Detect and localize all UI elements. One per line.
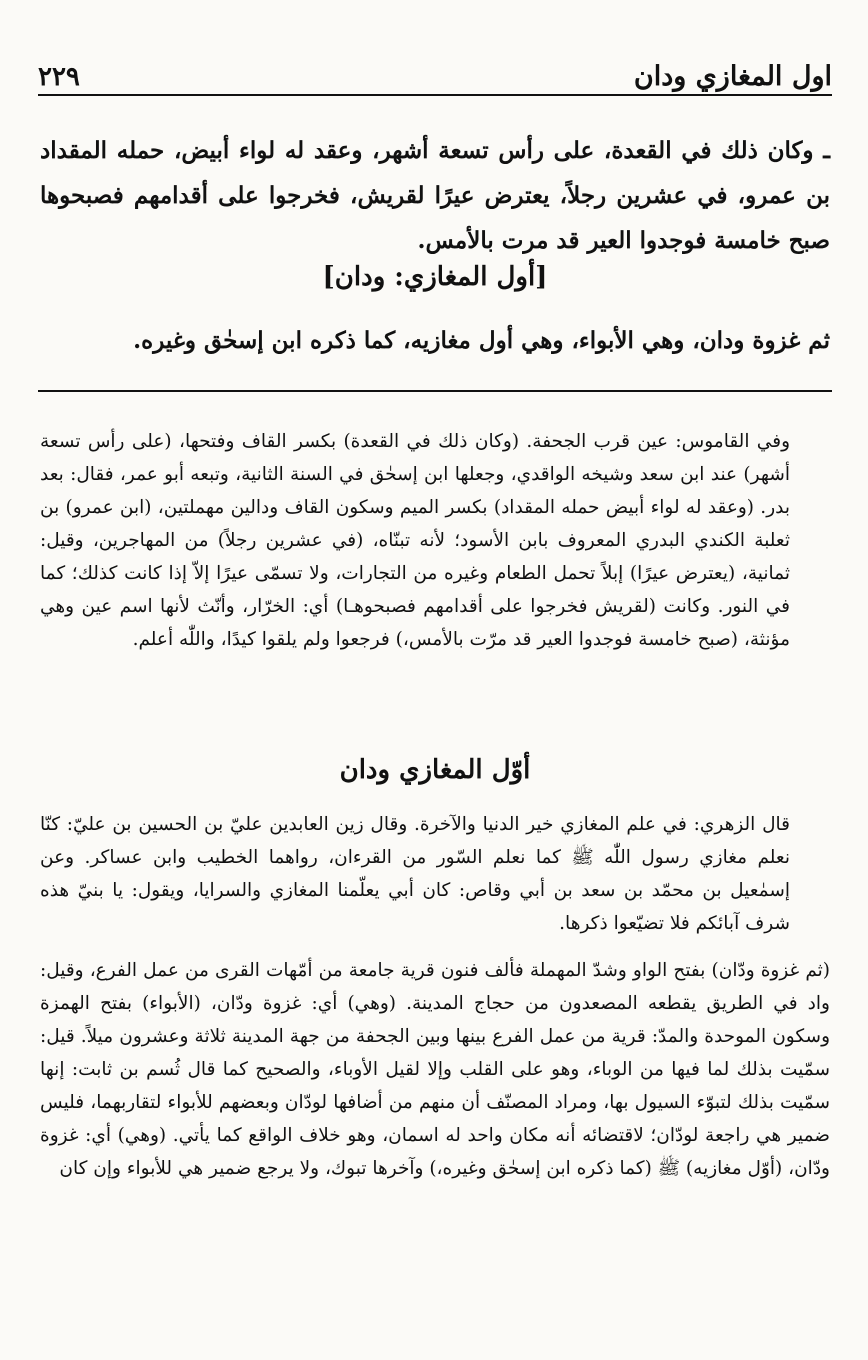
main-text-heading: [أول المغازي: ودان] bbox=[322, 262, 548, 292]
main-text-paragraph-2: ثم غزوة ودان، وهي الأبواء، وهي أول مغازيه، كما ذكره ابن إسحٰق وغيره. bbox=[133, 327, 830, 354]
header-rule bbox=[38, 94, 832, 96]
main-text-paragraph: ـ وكان ذلك في القعدة، على رأس تسعة أشهر، وعقد له لواء أبيض، حمله المقداد بن عمرو، في عشرين رجلاً، يعترض عيرًا لقريش، فخرجوا على أقدامهم فصبحوها صبح خامسة فوجدوا العير قد مرت بالأمس. bbox=[40, 137, 830, 254]
commentary-block bbox=[40, 425, 830, 656]
page-number: ٢٢٩ bbox=[38, 62, 80, 92]
page-header bbox=[38, 52, 832, 92]
commentary-paragraph-2: قال الزهري: في علم المغازي خير الدنيا والآخرة. وقال زين العابدين عليّ بن الحسين بن عليّ: كنّا نعلم مغازي رسول اللّٰه ﷺ كما نعلم السّور من القرءان، رواهما الخطيب وابن عساكر. وعن إسمٰعيل بن محمّد بن سعد بن أبي وقاص: كان أبي يعلّمنا المغازي والسرايا، ويقول: يا بنيّ هذه شرف آبائكم فلا تضيّعوا ذكرها. bbox=[40, 814, 790, 934]
commentary-paragraph: وفي القاموس: عين قرب الجحفة. (وكان ذلك في القعدة) بكسر القاف وفتحها، (على رأس تسعة أشهر) عند ابن سعد وشيخه الواقدي، وجعلها ابن إسحٰق في السنة الثانية، وتبعه أبو عمر، فقال: بعد بدر. (وعقد له لواء أبيض حمله المقداد) بكسر الميم وسكون القاف ودالين مهملتين، (ابن عمرو) بن ثعلبة الكندي البدري المعروف بابن الأسود؛ لأنه تبنّاه، (في عشرين رجلاً) من المهاجرين، وقيل: ثمانية، (يعترض عيرًا) إبلاً تحمل الطعام وغيره من التجارات، ولا تسمّى عيرًا إلاّ إذا كانت كذلك؛ كما في النور. وكانت (لقريش فخرجوا على أقدامهم فصبحوهـا) أي: الخرّار، وأنّث لأنها اسم عين وهي مؤنثة، (صبح خامسة فوجدوا العير قد مرّت بالأمس،) فرجعوا ولم يلقوا كيدًا، واللّٰه أعلم. bbox=[40, 431, 790, 650]
commentary-paragraph-3: (ثم غزوة ودّان) بفتح الواو وشدّ المهملة فألف فنون قرية جامعة من أمّهات القرى من عمل الفرع، وقيل: واد في الطريق يقطعه المصعدون من حجاج المدينة. (وهي) أي: غزوة ودّان، (الأبواء) بفتح الهمزة وسكون الموحدة والمدّ: قرية من عمل الفرع بينها وبين الجحفة من جهة المدينة ثلاثة وعشرون ميلاً. قيل: سمّيت بذلك لما فيها من الوباء، وهو على القلب وإلا لقيل الأوباء، والصحيح كما قال ثُسم بن ثابت: إنها سمّيت بذلك لتبوّء السيول بها، ومراد المصنّف أن منهم من أضافها لودّان وبعضهم للأبواء لتقاربهما، فليس ضمير هي راجعة لودّان؛ لاقتضائه أنه مكان واحد له اسمان، وهو خلاف الواقع كما يأتي. (وهي) أي: غزوة ودّان، (أوّل مغازيه) ﷺ (كما ذكره ابن إسحٰق وغيره،) وآخرها تبوك، ولا يرجع ضمير هي للأبواء وإن كان bbox=[40, 960, 830, 1179]
section-divider-rule bbox=[38, 390, 832, 392]
running-title: اول المغازي ودان bbox=[633, 61, 832, 92]
commentary-block-2 bbox=[40, 808, 830, 1199]
commentary-heading: أوّل المغازي ودان bbox=[339, 755, 531, 785]
